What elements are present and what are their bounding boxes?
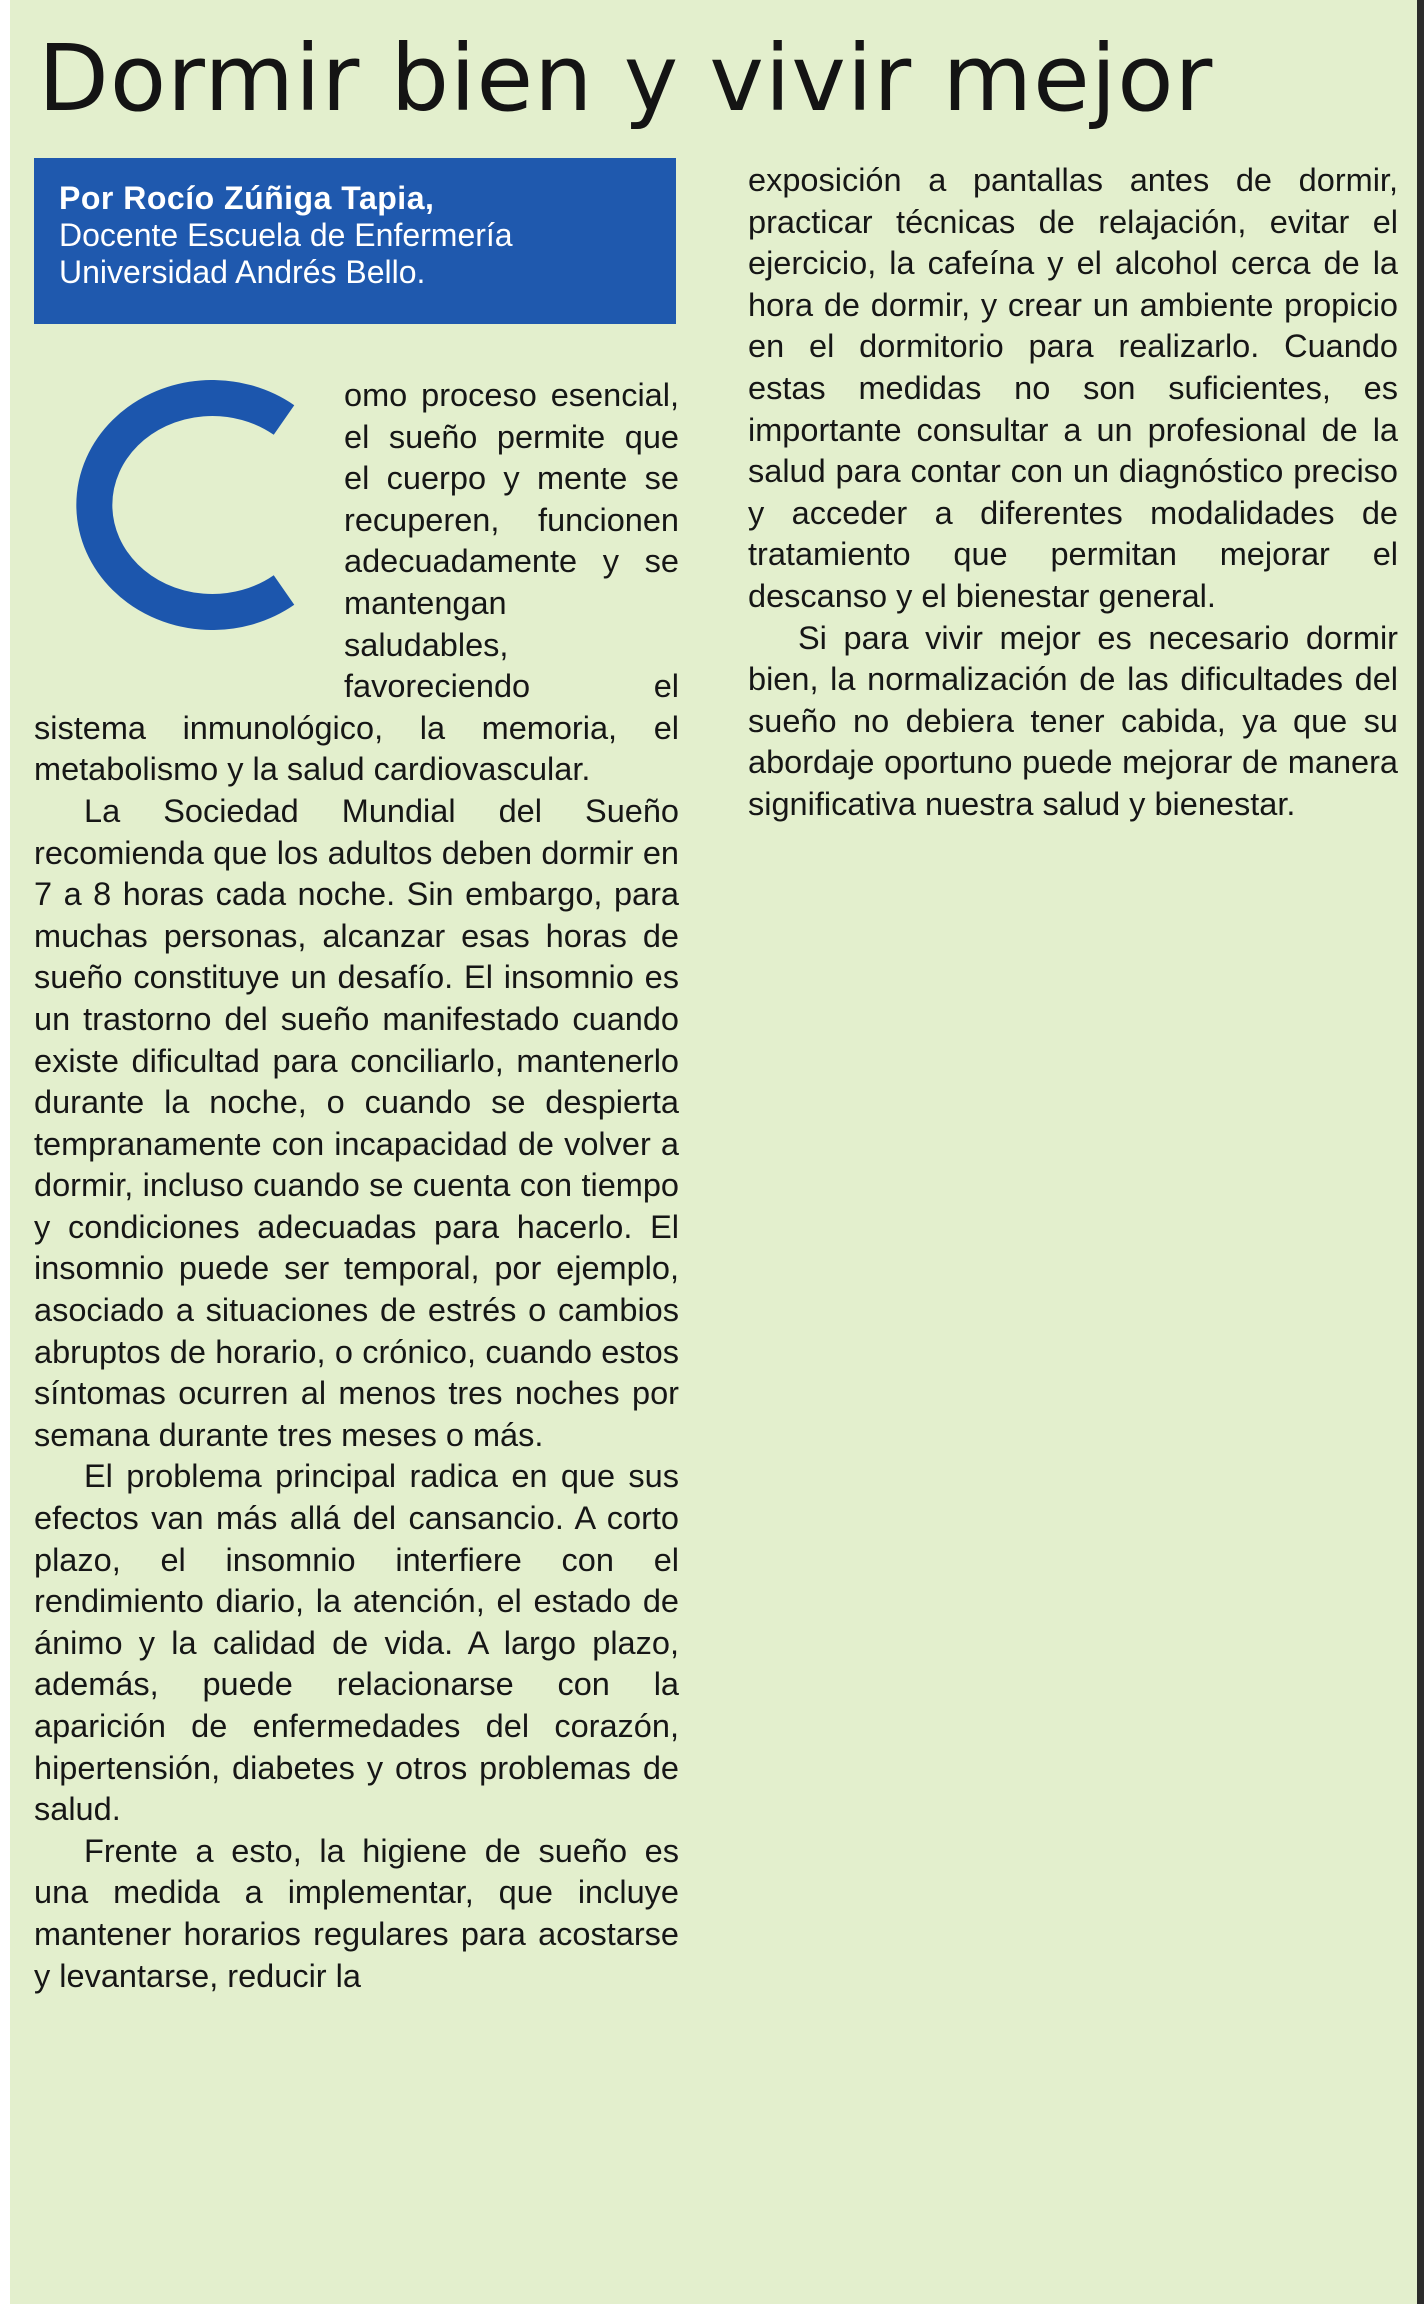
paragraph-4: Frente a esto, la higiene de sueño es una medida a implementar, que incluye mantener horarios regulares para acostarse y levantarse, reducir la xyxy=(34,1832,679,1994)
paragraph-5: Si para vivir mejor es necesario dormir bien, la normalización de las dificultades del sueño no debiera tener cabida, ya que su abordaje oportuno puede mejorar de manera significativa nuestra salud y bienestar. xyxy=(748,619,1398,822)
article-page xyxy=(10,0,1417,2304)
article-title: Dormir bien y vivir mejor xyxy=(38,25,1214,132)
paragraph-1: omo proceso esencial, el sueño permite que el cuerpo y mente se recuperen, funcionen adecuadamente y se mantengan saludables, favoreciendo el sistema inmunológico, la memoria, el metabolismo y la salud cardiovascular. xyxy=(34,377,679,788)
byline-institution: Universidad Andrés Bello. xyxy=(59,254,426,290)
byline-box xyxy=(34,158,676,324)
page-edge xyxy=(1417,0,1424,2304)
paragraph-3: El problema principal radica en que sus efectos van más allá del cansancio. A corto plazo, el insomnio interfiere con el rendimiento diario, la atención, el estado de ánimo y la calidad de vida. A largo plazo, además, puede relacionarse con la aparición de enfermedades del corazón, hipertensión, diabetes y otros problemas de salud. xyxy=(34,1458,679,1828)
paragraph-2: La Sociedad Mundial del Sueño recomienda que los adultos deben dormir en 7 a 8 horas cada noche. Sin embargo, para muchas personas, alcanzar esas horas de sueño constituye un desafío. El insomnio es un trastorno del sueño manifestado cuando existe dificultad para conciliarlo, mantenerlo durante la noche, o cuando se despierta tempranamente con incapacidad de volver a dormir, incluso cuando se cuenta con tiempo y condiciones adecuadas para hacerlo. El insomnio puede ser temporal, por ejemplo, asociado a situaciones de estrés o cambios abruptos de horario, o crónico, cuando estos síntomas ocurren al menos tres noches por semana durante tres meses o más. xyxy=(34,792,679,1453)
article-column-right xyxy=(748,160,1398,826)
byline-author: Por Rocío Zúñiga Tapia, xyxy=(59,180,435,216)
drop-cap-text: C xyxy=(34,380,35,381)
byline-role: Docente Escuela de Enfermería xyxy=(59,217,513,253)
drop-cap-shape xyxy=(94,398,284,612)
drop-cap-letter xyxy=(34,380,334,630)
drop-cap xyxy=(34,380,334,667)
article-column-left xyxy=(34,375,679,1997)
paragraph-4-continued: exposición a pantallas antes de dormir, practicar técnicas de relajación, evitar el ejercicio, la cafeína y el alcohol cerca de la hora de dormir, y crear un ambiente propicio en el dormitorio para realizarlo. Cuando estas medidas no son suficientes, es importante consultar a un profesional de la salud para contar con un diagnóstico preciso y acceder a diferentes modalidades de tratamiento que permitan mejorar el descanso y el bienestar general. xyxy=(748,162,1398,614)
